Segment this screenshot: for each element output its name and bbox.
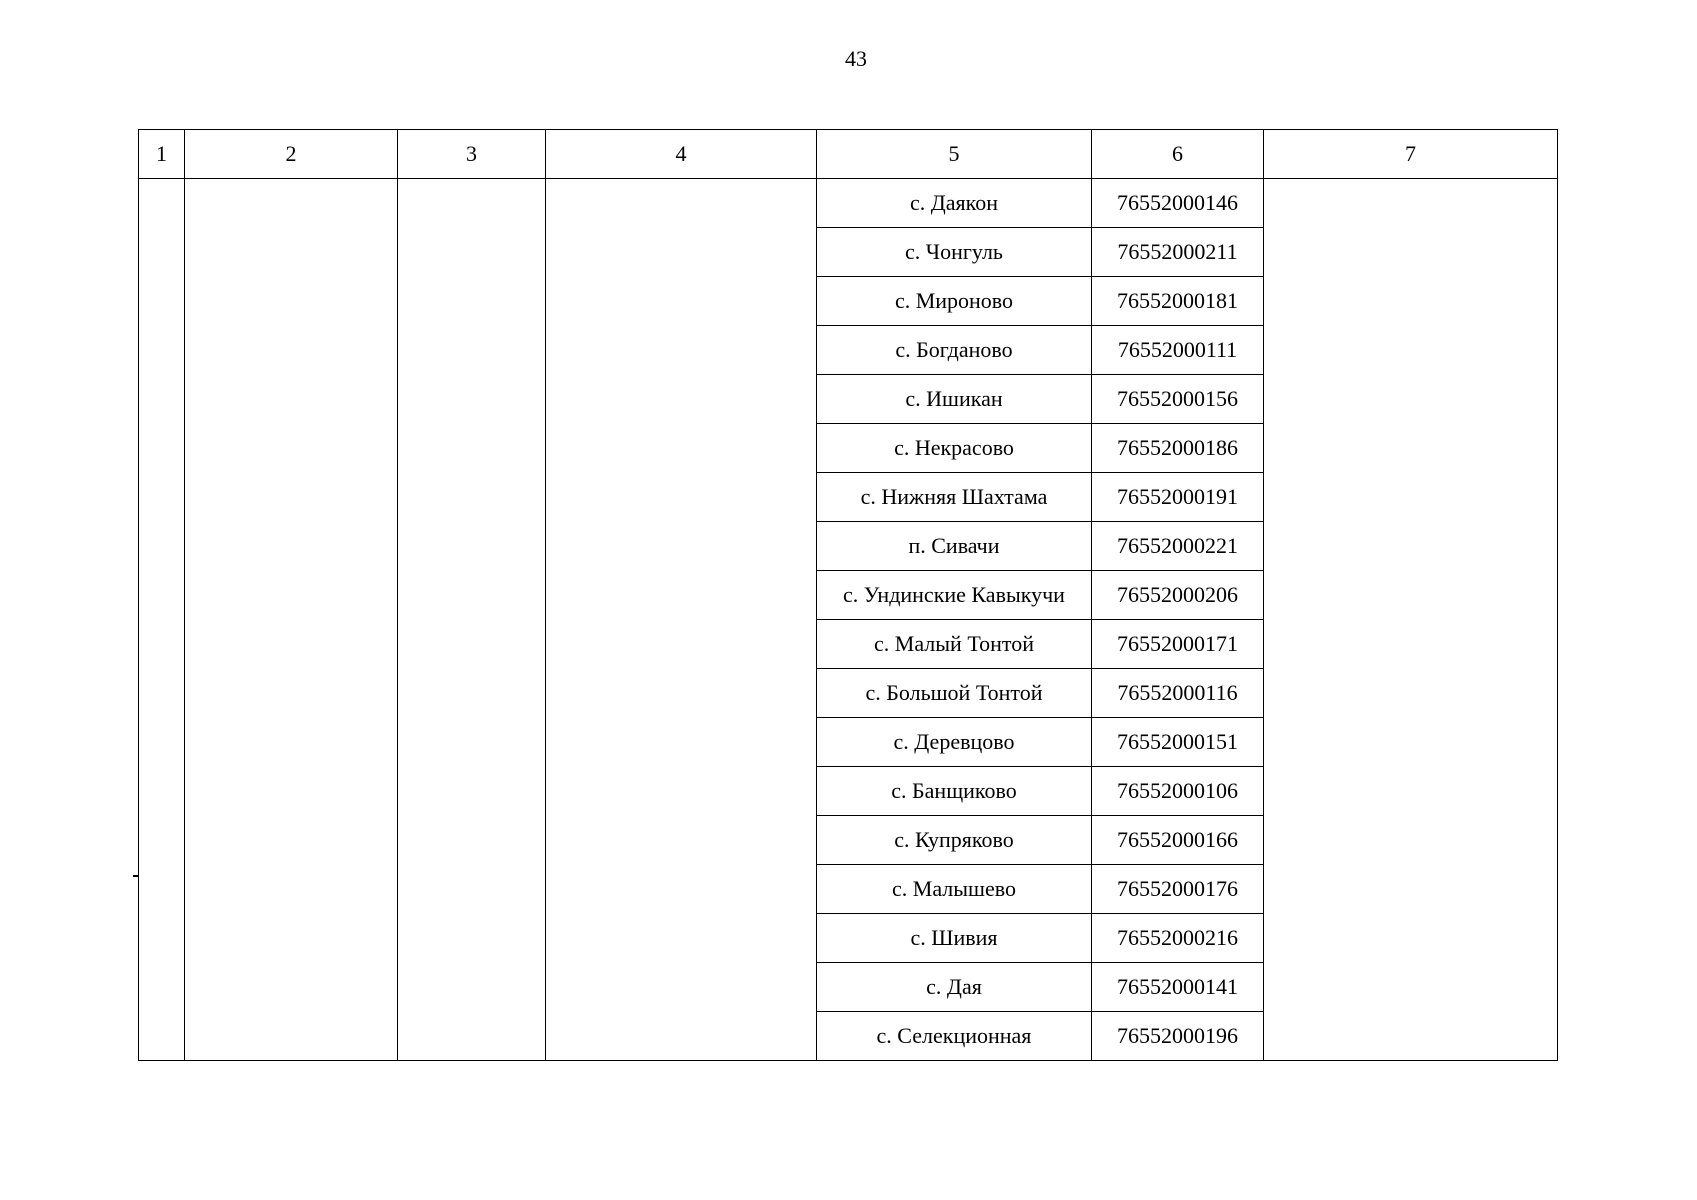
settlement-name-cell: с. Банщиково <box>817 767 1092 816</box>
settlement-code-cell: 76552000176 <box>1092 865 1264 914</box>
column-header-4: 4 <box>546 130 817 179</box>
table-body <box>139 179 1558 1061</box>
column-header-5: 5 <box>817 130 1092 179</box>
settlement-code-cell: 76552000166 <box>1092 816 1264 865</box>
settlement-code-cell: 76552000151 <box>1092 718 1264 767</box>
settlement-code-cell: 76552000141 <box>1092 963 1264 1012</box>
settlement-name-cell: с. Селекционная <box>817 1012 1092 1061</box>
settlement-code-cell: 76552000111 <box>1092 326 1264 375</box>
column-header-1: 1 <box>139 130 185 179</box>
settlement-code-cell: 76552000191 <box>1092 473 1264 522</box>
table-row <box>139 179 1558 228</box>
settlement-name-cell: с. Деревцово <box>817 718 1092 767</box>
settlement-name-cell: с. Нижняя Шахтама <box>817 473 1092 522</box>
settlement-code-cell: 76552000171 <box>1092 620 1264 669</box>
page-number: 43 <box>845 46 867 71</box>
table-header-row <box>139 130 1558 179</box>
column-header-3: 3 <box>398 130 546 179</box>
settlement-code-cell: 76552000181 <box>1092 277 1264 326</box>
settlement-name-cell: с. Дая <box>817 963 1092 1012</box>
settlement-name-cell: с. Купряково <box>817 816 1092 865</box>
settlement-code-cell: 76552000186 <box>1092 424 1264 473</box>
settlement-name-cell: с. Ишикан <box>817 375 1092 424</box>
column-header-6: 6 <box>1092 130 1264 179</box>
settlement-name-cell: с. Малышево <box>817 865 1092 914</box>
settlement-name-cell: с. Мироново <box>817 277 1092 326</box>
settlement-code-cell: 76552000216 <box>1092 914 1264 963</box>
settlement-code-cell: 76552000146 <box>1092 179 1264 228</box>
settlement-name-cell: с. Малый Тонтой <box>817 620 1092 669</box>
settlement-name-cell: с. Ундинские Кавыкучи <box>817 571 1092 620</box>
settlement-code-cell: 76552000196 <box>1092 1012 1264 1061</box>
settlement-name-cell: с. Некрасово <box>817 424 1092 473</box>
settlement-code-cell: 76552000211 <box>1092 228 1264 277</box>
settlement-name-cell: с. Чонгуль <box>817 228 1092 277</box>
settlement-name-cell: п. Сивачи <box>817 522 1092 571</box>
column-header-2: 2 <box>185 130 398 179</box>
merged-empty-cell-col-4 <box>546 179 817 1061</box>
merged-empty-cell-col-3 <box>398 179 546 1061</box>
settlement-code-cell: 76552000116 <box>1092 669 1264 718</box>
merged-empty-cell-col-2 <box>185 179 398 1061</box>
column-header-7: 7 <box>1264 130 1558 179</box>
merged-empty-cell-col-1 <box>139 179 185 1061</box>
settlement-name-cell: с. Богданово <box>817 326 1092 375</box>
settlement-name-cell: с. Шивия <box>817 914 1092 963</box>
merged-empty-cell-col-7 <box>1264 179 1558 1061</box>
settlements-table <box>138 129 1558 1061</box>
settlement-code-cell: 76552000206 <box>1092 571 1264 620</box>
settlement-code-cell: 76552000221 <box>1092 522 1264 571</box>
settlement-name-cell: с. Большой Тонтой <box>817 669 1092 718</box>
settlement-name-cell: с. Даякон <box>817 179 1092 228</box>
settlement-code-cell: 76552000106 <box>1092 767 1264 816</box>
settlement-code-cell: 76552000156 <box>1092 375 1264 424</box>
